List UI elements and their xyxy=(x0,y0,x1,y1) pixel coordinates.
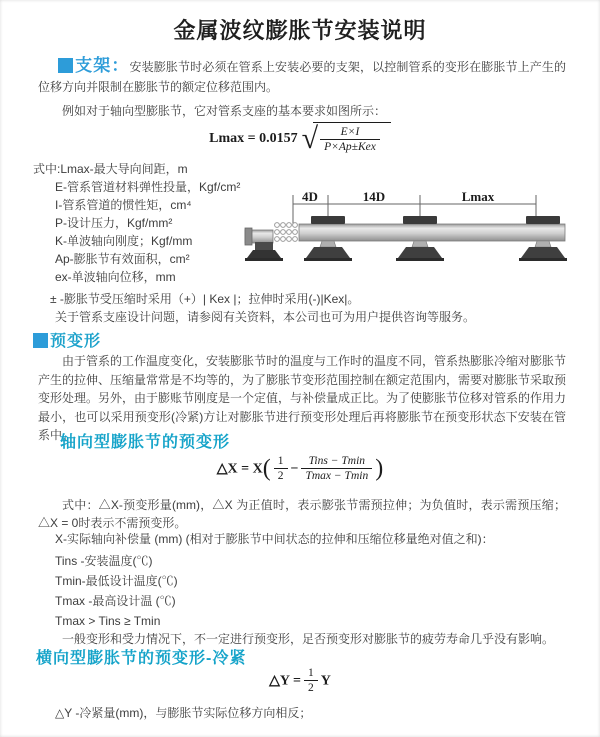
note-consult: 关于管系支座设计问题，请参阅有关资料，本公司也可为用户提供咨询等服务。 xyxy=(55,310,476,324)
section-square-icon xyxy=(33,333,48,348)
formula-lmax-lhs: Lmax = 0.0157 xyxy=(209,131,298,147)
temperature-relation-line: Tmax > Tins ≥ Tmin xyxy=(55,614,161,628)
definition-line: E-管系管道材料弹性投量，Kgf/cm² xyxy=(55,180,241,194)
half-denominator: 2 xyxy=(277,470,284,483)
formula-lmax-denominator: P×Ap±Kex xyxy=(324,141,376,154)
definition-line: I-管系管道的惯性矩，cm⁴ xyxy=(55,198,192,212)
support-intro-text: 安装膨胀节时必须在管系上安装必要的支架，以控制管系的变形在膨胀节上产生的位移方向并限制在膨胀节的额定位移范围内。 xyxy=(38,60,566,94)
tmin-line: Tmin-最低设计温度(℃) xyxy=(55,574,178,588)
dx-explain-paragraph: 式中：△X-预变形量(mm)，△X 为正值时，表示膨张节需预拉伸；为负值时，表示需预压缩；△X = 0时表示不需预变形。 xyxy=(38,498,566,530)
formula-dx-numerator: Tins − Tmin xyxy=(301,454,372,469)
formula-dx-lhs: △X = X xyxy=(216,461,263,477)
x-definition-line: X-实际轴向补偿量 (mm) (相对于膨胀节中间状态的拉伸和压缩位移量绝对值之和)： xyxy=(55,532,494,546)
formula-dy-denominator: 2 xyxy=(307,682,314,695)
formula-lmax-radicand xyxy=(313,122,391,155)
formula-dy-rhs: Y xyxy=(320,673,331,689)
sqrt-icon: √ xyxy=(301,122,319,156)
definition-line: 式中:Lmax-最大导向间距，m xyxy=(33,162,188,176)
general-note-line: 一般变形和受力情况下，不一定进行预变形，足否预变形对膨胀节的疲劳寿命几乎没有影响。 xyxy=(62,632,555,646)
dimension-label-lmax: Lmax xyxy=(461,192,495,204)
open-paren: ( xyxy=(262,455,271,482)
formula-dx-denominator: Tmax − Tmin xyxy=(305,470,369,483)
dimension-label-14d: 14D xyxy=(362,192,386,204)
section-heading-predeform xyxy=(33,328,101,351)
section-heading-support: 支架： xyxy=(75,56,130,75)
definition-line: Ap-膨胀节有效面积，cm² xyxy=(55,252,190,266)
definition-line: P-设计压力，Kgf/mm² xyxy=(55,216,173,230)
bellows-icon xyxy=(275,223,298,242)
note-plus-minus: ± -膨胀节受压缩时采用（+）| Kex |；拉伸时采用(-)|Kex|。 xyxy=(50,292,360,306)
support-example-line: 例如对于轴向型膨胀节，它对管系支座的基本要求如图所示： xyxy=(62,104,387,118)
dimension-label-4d: 4D xyxy=(302,192,318,204)
subtitle-axial-predeform: 轴向型膨胀节的预变形 xyxy=(60,434,231,451)
formula-lmax xyxy=(0,122,600,155)
tmax-line: Tmax -最高设计温 (℃) xyxy=(55,594,176,608)
formula-delta-y xyxy=(0,666,600,696)
formula-dy-numerator: 1 xyxy=(304,666,318,681)
support-intro-paragraph xyxy=(38,56,566,97)
dy-note-line: △Y -冷紧量(mm)，与膨胀节实际位移方向相反； xyxy=(55,706,312,720)
close-paren: ) xyxy=(375,455,384,482)
main-pipe xyxy=(299,224,565,241)
half-numerator: 1 xyxy=(274,454,288,469)
minus-sign: − xyxy=(290,461,299,477)
predeform-paragraph: 由于管系的工作温度变化，安装膨胀节时的温度与工作时的温度不同，管系热膨胀冷缩对膨胀节产生的拉伸、压缩量常常是不均等的，为了膨胀节变形范围控制在额定范围内，需要对膨胀节采取预变形处理。另外，由于膨账节刚度是一个定值，与补偿量成正比。为了使膨胀节位移对管系的作用力最小，也可以采用预变形(冷紧)方让对膨胀节进行预变形处理后再将膨胀节在预变形状态下安装在管系中。 xyxy=(38,354,567,442)
formula-dy-lhs: △Y = xyxy=(269,673,301,689)
predeform-heading-label: 预变形 xyxy=(50,333,102,350)
definition-line: K-单波轴向刚度；Kgf/mm xyxy=(55,234,193,248)
subtitle-lateral-predeform: 横向型膨胀节的预变形-冷紧 xyxy=(36,650,247,667)
formula-lmax-numerator: E×I xyxy=(320,125,380,140)
tins-line: Tins -安装温度(℃) xyxy=(55,554,153,568)
formula-delta-x xyxy=(0,454,600,484)
pipe-support-diagram xyxy=(243,192,595,270)
section-square-icon xyxy=(58,58,73,73)
definition-line: ex-单波轴向位移，mm xyxy=(55,270,176,284)
page-title: 金属波纹膨胀节安装说明 xyxy=(173,18,427,43)
variable-definitions xyxy=(33,160,240,286)
